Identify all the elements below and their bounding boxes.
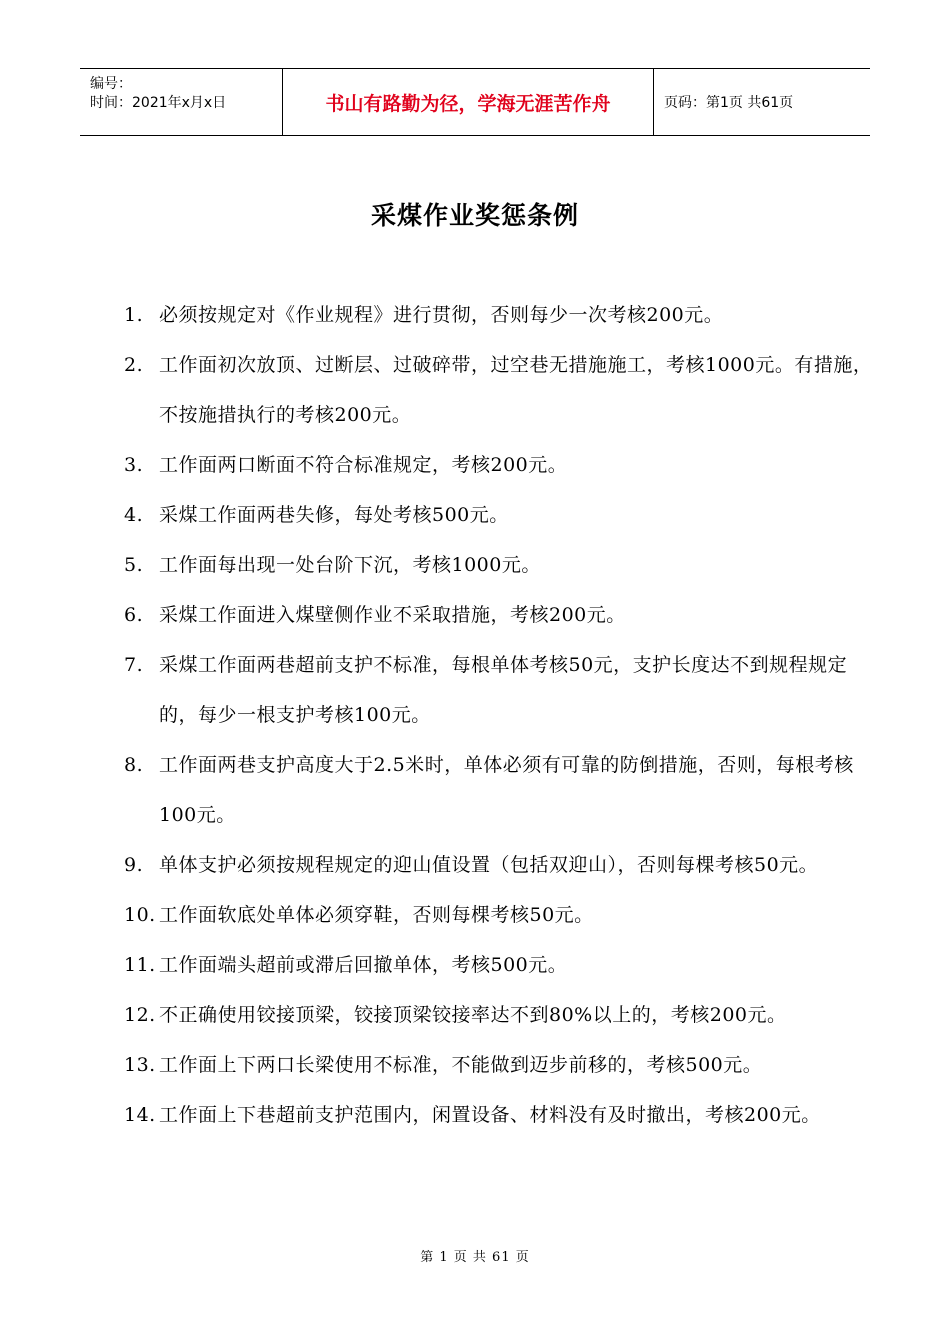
list-item [124,1040,876,1090]
list-item [124,340,876,440]
list-item [124,940,876,990]
item-number: 14. [124,1104,156,1126]
list-item [124,990,876,1040]
item-text: 工作面端头超前或滞后回撤单体，考核500元。 [159,954,568,976]
item-text: 工作面两巷支护高度大于2.5米时，单体必须有可靠的防倒措施，否则，每根考核100元。 [159,754,854,826]
item-text: 工作面初次放顶、过断层、过破碎带，过空巷无措施施工，考核1000元。有措施，不按施措执行的考核200元。 [159,354,873,426]
item-text: 工作面软底处单体必须穿鞋，否则每棵考核50元。 [159,904,594,926]
item-text: 必须按规定对《作业规程》进行贯彻，否则每少一次考核200元。 [159,304,724,326]
item-number: 7. [124,654,144,676]
code-label: 编号： [90,76,132,92]
document-title: 采煤作业奖惩条例 [370,201,579,230]
item-number: 6. [124,604,144,626]
item-text: 采煤工作面两巷超前支护不标准，每根单体考核50元，支护长度达不到规程规定的，每少一根支护考核100元。 [159,654,848,726]
list-item [124,840,876,890]
header-motto: 书山有路勤为径，学海无涯苦作舟 [282,69,654,135]
rules-list [124,290,876,1140]
list-item [124,490,876,540]
item-text: 采煤工作面两巷失修，每处考核500元。 [159,504,509,526]
item-number: 11. [124,954,156,976]
header-page-info: 页码：第1页 共61页 [664,95,794,111]
list-item [124,640,876,740]
item-number: 4. [124,504,144,526]
page-footer: 第 1 页 共 61 页 [420,1250,530,1265]
item-number: 3. [124,454,144,476]
item-number: 8. [124,754,144,776]
item-text: 工作面两口断面不符合标准规定，考核200元。 [159,454,568,476]
page-header [80,68,870,136]
item-number: 13. [124,1054,156,1076]
time-label: 时间：2021年x月x日 [90,95,227,111]
item-number: 10. [124,904,156,926]
item-text: 工作面上下两口长梁使用不标准，不能做到迈步前移的，考核500元。 [159,1054,763,1076]
item-number: 9. [124,854,144,876]
item-text: 单体支护必须按规程规定的迎山值设置（包括双迎山），否则每棵考核50元。 [159,854,819,876]
list-item [124,1090,876,1140]
item-number: 12. [124,1004,156,1026]
item-number: 5. [124,554,144,576]
list-item [124,590,876,640]
list-item [124,290,876,340]
item-number: 1. [124,304,144,326]
item-number: 2. [124,354,144,376]
item-text: 工作面上下巷超前支护范围内，闲置设备、材料没有及时撤出，考核200元。 [159,1104,821,1126]
item-text: 采煤工作面进入煤壁侧作业不采取措施，考核200元。 [159,604,626,626]
list-item [124,890,876,940]
header-meta [80,69,282,135]
item-text: 不正确使用铰接顶梁，铰接顶梁铰接率达不到80%以上的，考核200元。 [159,1004,787,1026]
item-text: 工作面每出现一处台阶下沉，考核1000元。 [159,554,541,576]
list-item [124,440,876,490]
list-item [124,540,876,590]
list-item [124,740,876,840]
